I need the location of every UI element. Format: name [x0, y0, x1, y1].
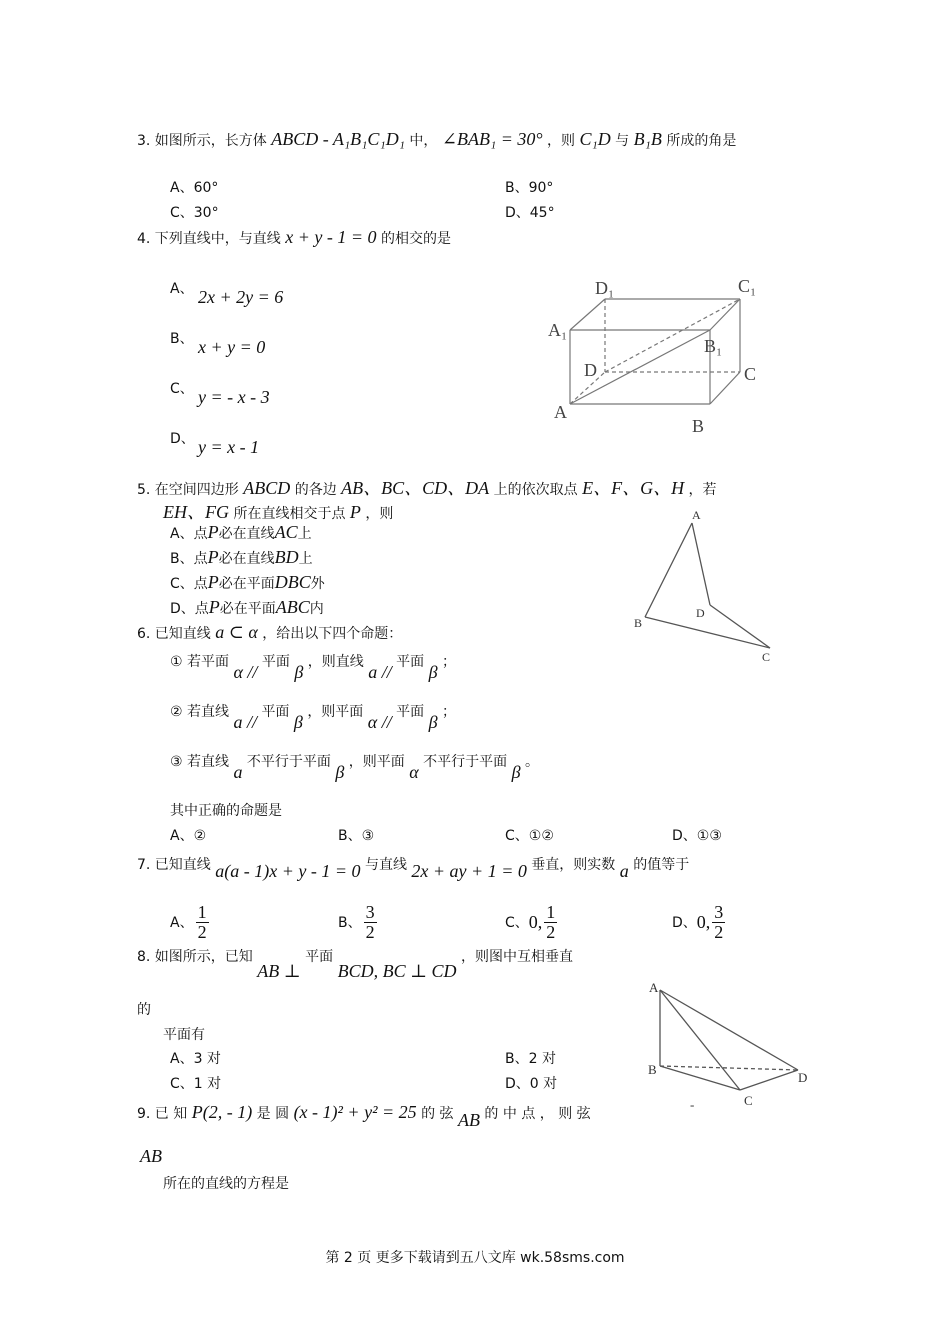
- q7-a-fraction: [196, 903, 209, 942]
- q7-a-num: 1: [197, 901, 207, 922]
- q8-text-suffix: ，则图中互相垂直: [460, 949, 573, 965]
- q5-d-mid: 必在平面: [219, 601, 276, 617]
- q7-option-d: [672, 900, 725, 944]
- q5-d-pre: D、点: [170, 601, 209, 617]
- q4-text-suffix: 的相交的是: [380, 231, 451, 247]
- q7-math-a: a: [619, 861, 629, 881]
- q5-b-suf: 上: [298, 551, 313, 567]
- q7-d-prefix: 0,: [696, 911, 711, 932]
- q6-stem-text: 6. 已知直线: [137, 626, 211, 642]
- q5-a-mid: 必在直线: [218, 526, 275, 542]
- q3-text-mid1: 中，: [409, 133, 438, 149]
- q5-stem-line2: [163, 498, 393, 524]
- q6-option-d: D、①③: [672, 828, 722, 844]
- q7-text-suffix: 的值等于: [633, 857, 690, 873]
- q9-math-ab: AB: [457, 1110, 480, 1130]
- q5-c-m2: DBC: [274, 572, 311, 592]
- q9-text-2: 是 圆: [256, 1106, 290, 1122]
- q5-a-pre: A、点: [170, 526, 208, 542]
- q4-option-a-math: 2x + 2y = 6: [198, 287, 284, 307]
- dash-mark: -: [690, 1097, 695, 1112]
- q3-math-b1b: B₁B: [633, 129, 662, 149]
- q6-p2-a: ② 若直线: [170, 704, 230, 720]
- q7-d-label: D、: [672, 915, 697, 931]
- label-c: C: [744, 364, 757, 384]
- edge-ac: [660, 990, 740, 1090]
- q8-option-d: D、0 对: [505, 1076, 558, 1092]
- q3-text-mid2: ，则: [547, 133, 575, 149]
- label-c: C: [744, 1093, 753, 1108]
- q6-p2-m1: a //: [233, 712, 257, 732]
- edge-dc: [710, 605, 770, 648]
- edge-bc: [660, 1066, 740, 1090]
- q5-math-points: E、F、G、H: [582, 478, 685, 498]
- q5-b-m2: BD: [274, 547, 299, 567]
- q5-math-ehfg: EH、FG: [163, 502, 229, 522]
- q5-math-abcd: ABCD: [243, 478, 291, 498]
- q3-option-b: B、90°: [505, 180, 554, 196]
- q4-stem-text: 4. 下列直线中，与直线: [137, 231, 281, 247]
- q7-b-fraction: [364, 903, 377, 942]
- cuboid-figure: [540, 272, 780, 442]
- q7-a-label: A、: [170, 915, 194, 931]
- label-c1: C₁: [738, 276, 757, 296]
- tetrahedron-figure: [640, 978, 820, 1113]
- q4-option-d-label: D、: [170, 431, 195, 447]
- edge-ab: [645, 523, 692, 617]
- q6-conclusion: 其中正确的命题是: [170, 803, 282, 819]
- q8-line2: 的: [137, 1002, 151, 1018]
- q5-d-m1: P: [208, 597, 220, 617]
- q8-line3: 平面有: [163, 1027, 205, 1043]
- q8-option-b: B、2 对: [505, 1051, 556, 1067]
- hidden-bd: [660, 1066, 798, 1070]
- q6-option-b: B、③: [338, 828, 375, 844]
- label-b: B: [648, 1062, 657, 1077]
- label-d: D: [584, 360, 597, 380]
- q7-c-num: 1: [546, 901, 556, 922]
- label-a: A: [692, 508, 701, 522]
- q5-c-pre: C、点: [170, 576, 208, 592]
- page-footer: 第 2 页 更多下载请到五八文库 wk.58sms.com: [325, 1250, 625, 1266]
- q8-stem: [137, 945, 573, 981]
- q6-p3-m2: β: [335, 762, 345, 782]
- q3-stem: [137, 129, 736, 150]
- edge-a1d1: [570, 299, 605, 330]
- q6-p3-e: 。: [525, 754, 540, 770]
- q9-math-ab-2: AB: [140, 1146, 162, 1166]
- q7-d-den: 2: [714, 921, 724, 942]
- q7-c-fraction: [544, 903, 557, 942]
- q6-proposition-2: [170, 700, 457, 732]
- q7-a-den: 2: [197, 921, 207, 942]
- q6-p3-b: 不平行于平面: [246, 754, 331, 770]
- q6-proposition-3: [170, 750, 540, 782]
- q4-option-c-label: C、: [170, 381, 194, 397]
- q4-option-d-math: y = x - 1: [198, 437, 260, 457]
- q7-b-den: 2: [365, 921, 375, 942]
- q6-p3-m1: a: [233, 762, 243, 782]
- q7-c-label: C、: [505, 915, 529, 931]
- edge-b1c1: [710, 299, 740, 330]
- edge-cd: [740, 1070, 798, 1090]
- q5-stem-line1: [137, 474, 717, 500]
- q6-p2-d: 平面: [396, 704, 425, 720]
- label-d: D: [798, 1070, 808, 1085]
- q4-option-a-label: A、: [170, 281, 194, 297]
- q6-p3-m3: α: [409, 762, 419, 782]
- q5-text-6: ，则: [365, 506, 394, 522]
- q5-option-b: [170, 547, 313, 568]
- q3-option-d: D、45°: [505, 205, 555, 221]
- q9-stem-text: 9. 已 知: [137, 1106, 188, 1122]
- q7-math-line1: a(a - 1)x + y - 1 = 0: [215, 861, 361, 881]
- q6-text-suffix: ，给出以下四个命题：: [262, 626, 403, 642]
- q7-c-prefix: 0,: [528, 911, 543, 932]
- q7-option-a: [170, 900, 209, 944]
- q4-stem: [137, 227, 451, 248]
- q5-math-edges: AB、BC、CD、DA: [341, 478, 490, 498]
- q6-p2-m3: α //: [367, 712, 392, 732]
- q6-p2-c: ，则平面: [307, 704, 364, 720]
- q8-stem-text: 8. 如图所示，已知: [137, 949, 253, 965]
- q3-math-prism: ABCD - A₁B₁C₁D₁: [271, 129, 405, 149]
- q5-option-d: [170, 597, 324, 618]
- q5-option-a: [170, 522, 312, 543]
- q5-text-4: ，若: [688, 482, 717, 498]
- q6-option-a: A、②: [170, 828, 207, 844]
- q5-c-suf: 外: [310, 576, 325, 592]
- q3-math-c1d: C₁D: [579, 129, 611, 149]
- q6-option-c: C、①②: [505, 828, 554, 844]
- edge-ad: [692, 523, 710, 605]
- q3-math-angle: ∠BAB₁ = 30°: [441, 129, 543, 149]
- q6-p1-m3: a //: [368, 662, 392, 682]
- q5-b-m1: P: [207, 547, 219, 567]
- q6-p1-m1: α //: [233, 662, 258, 682]
- q7-math-line2: 2x + ay + 1 = 0: [411, 861, 527, 881]
- q7-text-3: 垂直，则实数: [531, 857, 616, 873]
- label-a: A: [554, 402, 567, 422]
- q6-p1-m2: β: [294, 662, 304, 682]
- q5-c-mid: 必在平面: [218, 576, 275, 592]
- label-b1: B₁: [704, 336, 723, 356]
- q5-a-suf: 上: [297, 526, 312, 542]
- q5-d-suf: 内: [309, 601, 324, 617]
- q7-d-fraction: [712, 903, 725, 942]
- q7-d-num: 3: [714, 901, 724, 922]
- q6-p1-e: ；: [442, 654, 457, 670]
- q9-math-point: P(2, - 1): [191, 1102, 253, 1122]
- q9-line3: 所在的直线的方程是: [163, 1176, 289, 1192]
- q8-option-c: C、1 对: [170, 1076, 222, 1092]
- q4-math-line: x + y - 1 = 0: [285, 227, 377, 247]
- q6-p3-d: 不平行于平面: [423, 754, 508, 770]
- q5-b-mid: 必在直线: [218, 551, 275, 567]
- label-a1: A₁: [548, 320, 568, 340]
- q5-option-c: [170, 572, 325, 593]
- q9-text-4: 的 中 点 ， 则 弦: [484, 1106, 591, 1122]
- q4-option-b-label: B、: [170, 331, 194, 347]
- q3-text-suffix: 所成的角是: [666, 133, 737, 149]
- q3-option-c: C、30°: [170, 205, 219, 221]
- q5-a-m1: P: [207, 522, 219, 542]
- q3-stem-text: 3. 如图所示，长方体: [137, 133, 267, 149]
- q6-p3-a: ③ 若直线: [170, 754, 230, 770]
- q5-c-m1: P: [207, 572, 219, 592]
- q6-p2-m2: β: [293, 712, 303, 732]
- q6-p1-b: 平面: [261, 654, 290, 670]
- q6-stem: [137, 622, 402, 643]
- label-d: D: [696, 606, 705, 620]
- q7-text-mid: 与直线: [364, 857, 407, 873]
- q6-p2-e: ；: [442, 704, 457, 720]
- label-b: B: [692, 416, 705, 436]
- edge-bc: [645, 617, 770, 648]
- q5-math-p: P: [349, 502, 361, 522]
- q6-p1-a: ① 若平面: [170, 654, 230, 670]
- q4-option-c-math: y = - x - 3: [198, 387, 270, 407]
- q8-math-ab: AB ⊥: [257, 961, 301, 981]
- q5-text-5: 所在直线相交于点: [233, 506, 346, 522]
- label-c: C: [762, 650, 771, 664]
- q6-p2-m4: β: [428, 712, 438, 732]
- q5-b-pre: B、点: [170, 551, 208, 567]
- q6-proposition-1: [170, 650, 457, 682]
- q5-text-3: 上的依次取点: [493, 482, 578, 498]
- q3-text-mid3: 与: [615, 133, 630, 149]
- q7-option-c: [505, 900, 557, 944]
- q5-text-1: 5. 在空间四边形: [137, 482, 239, 498]
- edge-bc: [710, 372, 740, 404]
- label-a: A: [649, 980, 659, 995]
- q6-p1-m4: β: [428, 662, 438, 682]
- q8-option-a: A、3 对: [170, 1051, 221, 1067]
- edge-ad: [660, 990, 798, 1070]
- q6-p1-c: ，则直线: [307, 654, 364, 670]
- quadrilateral-figure: [620, 505, 790, 665]
- q5-text-2: 的各边: [294, 482, 337, 498]
- q4-option-b-math: x + y = 0: [198, 337, 266, 357]
- q7-b-label: B、: [338, 915, 362, 931]
- q8-math-bcd: BCD, BC ⊥ CD: [337, 961, 457, 981]
- q9-text-3: 的 弦: [421, 1106, 454, 1122]
- q6-p3-c: ，则平面: [348, 754, 405, 770]
- q9-math-circle: (x - 1)² + y² = 25: [293, 1102, 417, 1122]
- q7-stem-text: 7. 已知直线: [137, 857, 211, 873]
- label-b: B: [634, 616, 643, 630]
- q6-p2-b: 平面: [261, 704, 290, 720]
- q5-a-m2: AC: [274, 522, 298, 542]
- q6-p3-m4: β: [511, 762, 521, 782]
- q7-c-den: 2: [546, 921, 556, 942]
- q7-stem: [137, 853, 690, 881]
- q6-math-subset: a ⊂ α: [215, 622, 258, 642]
- q3-option-a: A、60°: [170, 180, 219, 196]
- q7-b-num: 3: [365, 901, 375, 922]
- q7-option-b: [338, 900, 377, 944]
- q6-p1-d: 平面: [396, 654, 425, 670]
- label-d1: D₁: [595, 278, 615, 298]
- q9-stem: [137, 1102, 591, 1130]
- q8-text-mid: 平面: [305, 949, 334, 965]
- q5-d-m2: ABC: [275, 597, 310, 617]
